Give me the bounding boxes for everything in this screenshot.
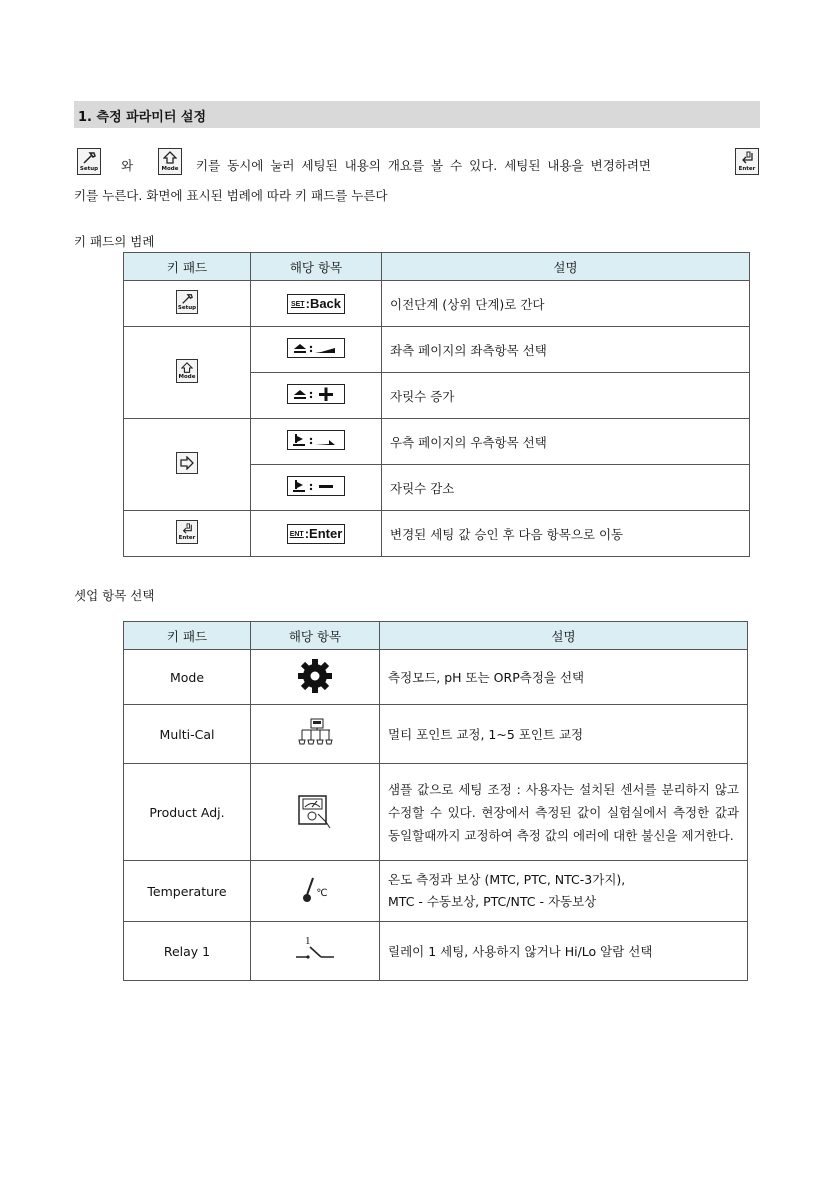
section-title: 1. 측정 파라미터 설정 xyxy=(78,110,207,125)
setup-header-key: 키 패드 xyxy=(124,622,251,650)
ent-enter-badge: ENT:Enter xyxy=(287,524,345,544)
legend-row-left-item xyxy=(251,327,382,373)
setup-item-mode xyxy=(251,650,380,705)
legend-desc-5: 자릿수 감소 xyxy=(382,465,750,511)
legend-header-item: 해당 항목 xyxy=(251,253,382,281)
mode-key-icon xyxy=(158,148,182,175)
legend-row-right-key xyxy=(124,419,251,511)
setup-key-multical: Multi-Cal xyxy=(124,705,251,764)
legend-row-setup-key xyxy=(124,281,251,327)
legend-row-minus-item xyxy=(251,465,382,511)
legend-desc-4: 우측 페이지의 우측항목 선택 xyxy=(382,419,750,465)
mode-key-icon: Mode xyxy=(176,359,198,383)
intro-part2: 키를 동시에 눌러 세팅된 내용의 개요를 볼 수 있다. 세팅된 내용을 변경하려면 xyxy=(196,158,652,173)
setup-item-product xyxy=(251,764,380,861)
legend-row-right-item xyxy=(251,419,382,465)
setup-desc-temperature xyxy=(380,861,748,922)
enter-key-label: Enter xyxy=(738,165,756,172)
legend-header-key: 키 패드 xyxy=(124,253,251,281)
legend-row-back-item xyxy=(251,281,382,327)
setup-table xyxy=(123,621,748,981)
relay-switch-icon xyxy=(295,939,335,961)
legend-table xyxy=(123,252,750,557)
section-title-bar xyxy=(74,101,760,128)
setup-item-relay xyxy=(251,922,380,981)
setup-desc-temperature-line2: MTC - 수동보상, PTC/NTC - 자동보상 xyxy=(388,894,597,909)
thermometer-icon xyxy=(302,876,316,904)
setup-header-item: 해당 항목 xyxy=(251,622,380,650)
intro-line2: 키를 누른다. 화면에 표시된 범례에 따라 키 패드를 누른다 xyxy=(74,188,388,203)
setup-key-icon xyxy=(77,148,101,175)
arrow-right-badge xyxy=(287,430,345,450)
gear-icon xyxy=(297,658,333,694)
setup-desc-multical: 멀티 포인트 교정, 1~5 포인트 교정 xyxy=(380,705,748,764)
right-arrow-key-icon xyxy=(176,452,198,474)
product-adjust-meter-icon xyxy=(296,792,334,830)
arrow-minus-badge xyxy=(287,476,345,496)
enter-key-icon xyxy=(735,148,759,175)
eject-left-badge xyxy=(287,338,345,358)
setup-item-multical xyxy=(251,705,380,764)
legend-desc-2: 좌측 페이지의 좌측항목 선택 xyxy=(382,327,750,373)
relay-number: 1 xyxy=(305,934,311,947)
setup-item-temperature xyxy=(251,861,380,922)
setup-key-mode: Mode xyxy=(124,650,251,705)
legend-desc-6: 변경된 세팅 값 승인 후 다음 항목으로 이동 xyxy=(382,511,750,557)
intro-part1: 와 xyxy=(121,158,134,173)
legend-row-mode-key xyxy=(124,327,251,419)
setup-key-label: Setup xyxy=(79,165,99,172)
setup-key-icon: Setup xyxy=(176,290,198,314)
legend-header-desc: 설명 xyxy=(382,253,750,281)
setup-header-desc: 설명 xyxy=(380,622,748,650)
setup-key-product: Product Adj. xyxy=(124,764,251,861)
celsius-unit: ℃ xyxy=(316,887,328,899)
legend-title: 키 패드의 범례 xyxy=(74,234,155,249)
setup-desc-temperature-line1: 온도 측정과 보상 (MTC, PTC, NTC-3가지), xyxy=(388,872,626,887)
setup-key-relay: Relay 1 xyxy=(124,922,251,981)
eject-plus-badge xyxy=(287,384,345,404)
setup-title: 셋업 항목 선택 xyxy=(74,588,155,603)
enter-key-icon: Enter xyxy=(176,520,198,544)
setup-key-temperature: Temperature xyxy=(124,861,251,922)
legend-desc-1: 이전단계 (상위 단계)로 간다 xyxy=(382,281,750,327)
legend-desc-3: 자릿수 증가 xyxy=(382,373,750,419)
setup-desc-product: 샘플 값으로 세팅 조정 : 사용자는 설치된 센서를 분리하지 않고 수정할 수 있다. 현장에서 측정된 값이 실험실에서 측정한 값과 동일할때까지 교정하여 측정 값의 에러에 대한 불신을 제거한다. xyxy=(380,764,748,861)
set-back-badge: SET:Back xyxy=(287,294,345,314)
legend-row-plus-item xyxy=(251,373,382,419)
legend-row-enter-key xyxy=(124,511,251,557)
setup-desc-mode: 측정모드, pH 또는 ORP측정을 선택 xyxy=(380,650,748,705)
legend-row-enter-item xyxy=(251,511,382,557)
setup-desc-relay: 릴레이 1 세팅, 사용하지 않거나 Hi/Lo 알람 선택 xyxy=(380,922,748,981)
multi-cal-icon xyxy=(296,718,334,748)
mode-key-label: Mode xyxy=(161,165,179,172)
